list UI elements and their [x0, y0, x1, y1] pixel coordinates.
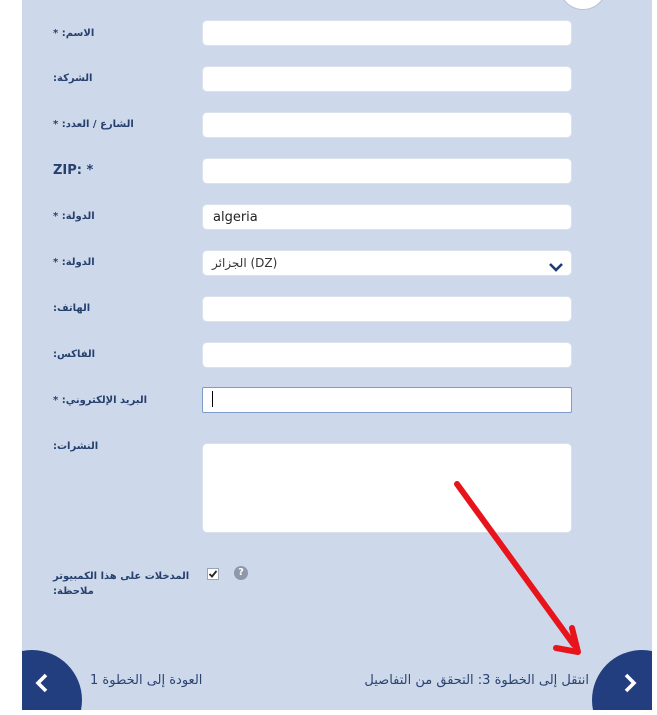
- bottom-strip: [0, 710, 657, 715]
- country-select-value: الجزائر (DZ): [212, 256, 278, 270]
- go-to-step3-link[interactable]: انتقل إلى الخطوة 3: التحقق من التفاصيل: [364, 673, 589, 688]
- help-icon[interactable]: ?: [234, 566, 248, 580]
- fax-label: :الفاكس: [53, 349, 96, 360]
- email-label: * :البريد الإلكتروني: [53, 395, 148, 406]
- street-label: * :الشارع / العدد: [53, 119, 134, 130]
- remember-label-line2: :ملاحظة: [53, 586, 94, 597]
- remember-label-line1: المدخلات على هذا الكمبيوتر: [53, 571, 190, 582]
- newsletter-label: :النشرات: [53, 441, 99, 452]
- zip-label: ZIP: *: [53, 163, 94, 178]
- back-to-step1-link[interactable]: العودة إلى الخطوة 1: [90, 673, 203, 688]
- name-label: * :الاسم: [53, 28, 95, 39]
- phone-label: :الهاتف: [53, 303, 91, 314]
- country-label: * :الدولة: [53, 211, 95, 222]
- company-label: :الشركة: [53, 73, 93, 84]
- state-label: * :الدولة: [53, 257, 95, 268]
